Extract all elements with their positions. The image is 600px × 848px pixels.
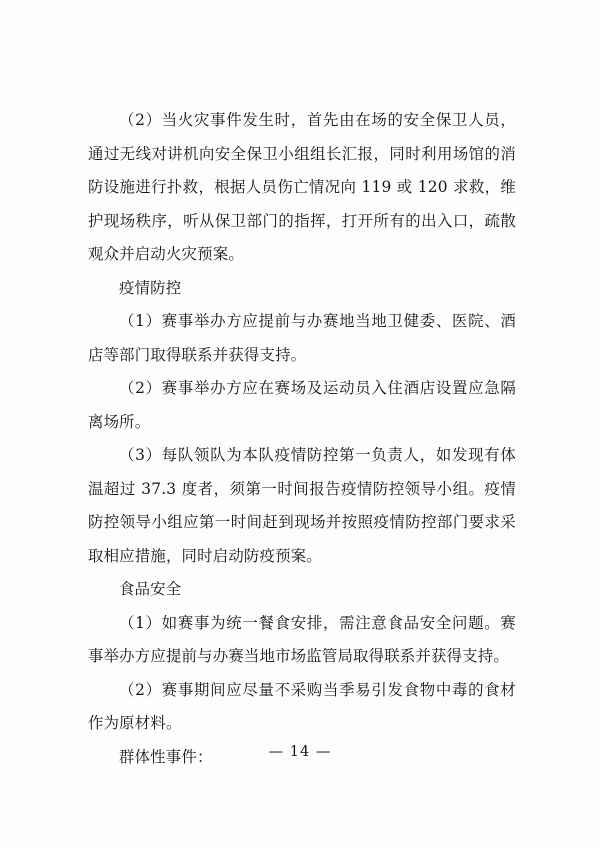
paragraph-food-safety-1: （1）如赛事为统一餐食安排，需注意食品安全问题。赛事举办方应提前与办赛当地市场监管局取得联系并获得支持。 (88, 613, 516, 665)
heading-epidemic-control: 疫情防控 (119, 278, 182, 297)
paragraph-epidemic-3: （3）每队领队为本队疫情防控第一负责人，如发现有体温超过 37.3 度者，须第一时间报告疫情防控领导小组。疫情防控领导小组应第一时间赶到现场并按照疫情防控部门要求采取相应措施，同时启动防疫预案。 (88, 446, 516, 565)
paragraph-food-safety-2: （2）赛事期间应尽量不采购当季易引发食物中毒的食材作为原材料。 (88, 680, 516, 732)
paragraph-epidemic-2: （2）赛事举办方应在赛场及运动员入住酒店设置应急隔离场所。 (88, 379, 516, 431)
paragraph-epidemic-1: （1）赛事举办方应提前与办赛地当地卫健委、医院、酒店等部门取得联系并获得支持。 (88, 312, 516, 364)
page-number: — 14 — (268, 744, 332, 760)
paragraph-fire-emergency: （2）当火灾事件发生时，首先由在场的安全保卫人员，通过无线对讲机向安全保卫小组组长汇报，同时利用场馆的消防设施进行扑救，根据人员伤亡情况向 119 或 120 求救，维护现场秩序，听从保卫部门的指挥，打开所有的出入口，疏散观众并启动火灾预案。 (88, 111, 516, 263)
heading-food-safety: 食品安全 (119, 580, 182, 598)
document-body (88, 104, 516, 774)
heading-group-incident: 群体性事件： (119, 747, 213, 766)
